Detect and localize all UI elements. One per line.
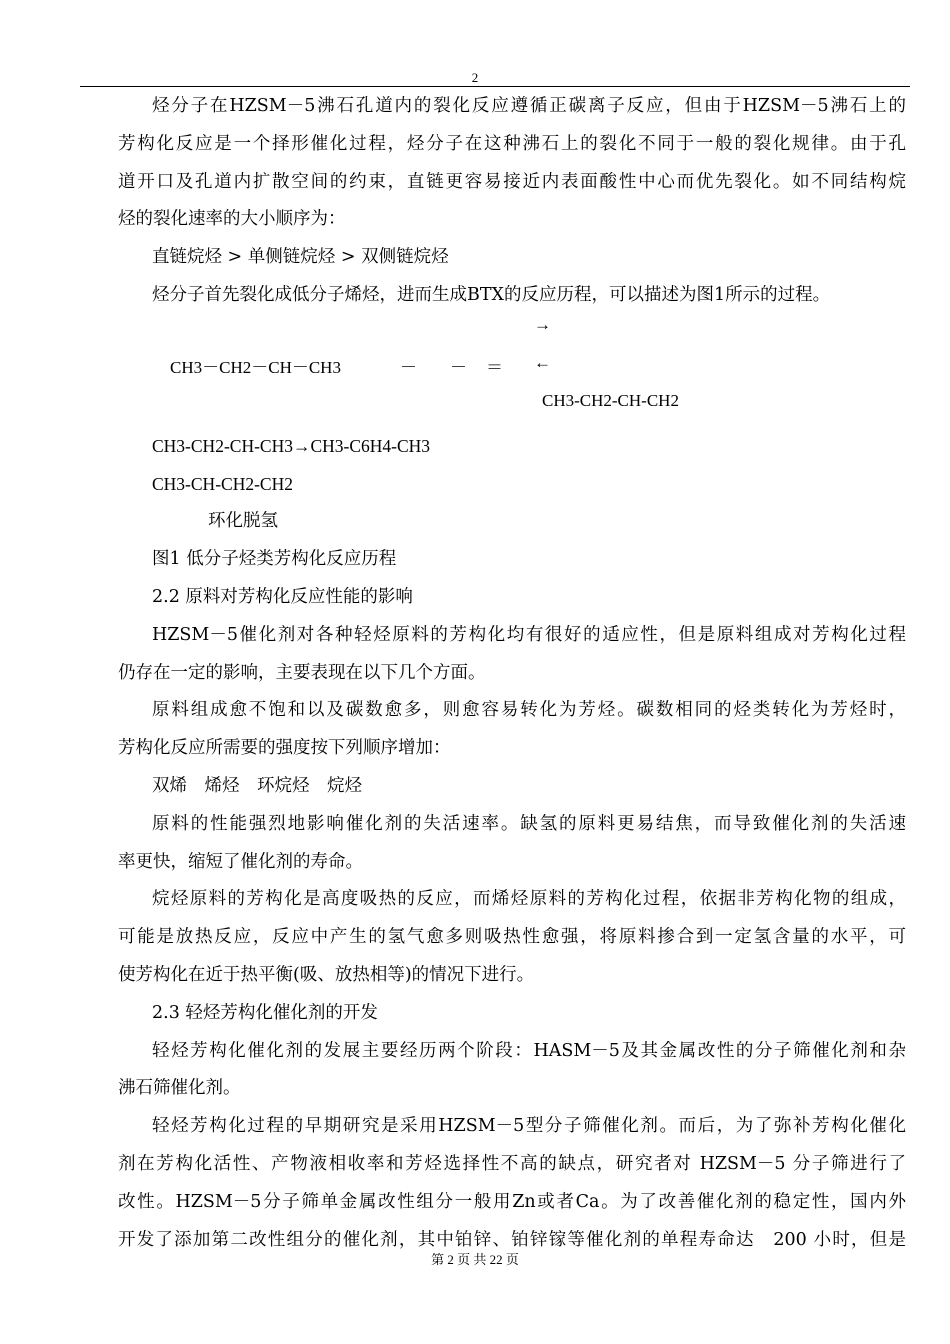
text-line: 烃的裂化速率的大小顺序为： — [118, 209, 346, 230]
right-formula: CH3-CH2-CH-CH2 — [542, 390, 679, 410]
paragraph-cracking — [118, 88, 906, 239]
page-footer: 第 2 页 共 22 页 — [431, 1252, 519, 1267]
text-line: 率更快，缩短了催化剂的寿命。 — [118, 851, 363, 872]
text-line: 剂在芳构化活性、产物液相收率和芳烃选择性不高的缺点，研究者对 HZSM－5 分子筛进行了 — [118, 1153, 906, 1174]
paragraph-adaptability — [118, 617, 906, 693]
paragraph-early-research — [118, 1108, 906, 1259]
text-line: 烷烃原料的芳构化是高度吸热的反应，而烯烃原料的芳构化过程，依据非芳构化物的组成， — [152, 889, 906, 910]
section-heading-2-3: 2.3 轻烃芳构化催化剂的开发 — [152, 1002, 378, 1023]
text-line: 芳构化反应是一个择形催化过程，烃分子在这种沸石上的裂化不同于一般的裂化规律。由于孔 — [118, 133, 906, 154]
figure-caption: 图1 低分子烃类芳构化反应历程 — [152, 549, 397, 570]
paragraph-catalyst-stages — [118, 1033, 906, 1109]
header-rule — [80, 86, 910, 87]
text-line: 原料组成愈不饱和以及碳数愈多，则愈容易转化为芳烃。碳数相同的烃类转化为芳烃时， — [152, 700, 906, 721]
text-line: 仍存在一定的影响，主要表现在以下几个方面。 — [118, 662, 486, 683]
dash-1: － — [400, 357, 417, 377]
text-line: 芳构化反应所需要的强度按下列顺序增加： — [118, 738, 451, 759]
arrow-left: ← — [534, 352, 551, 372]
formula-line-1: CH3-CH2-CH-CH3→CH3-C6H4-CH3 — [152, 435, 431, 456]
paragraph-feed-composition — [118, 692, 906, 768]
text-line: 烃分子在HZSM－5沸石孔道内的裂化反应遵循正碳离子反应，但由于HZSM－5沸石上的 — [152, 96, 906, 116]
paragraph-btx: 烃分子首先裂化成低分子烯烃，进而生成BTX的反应历程，可以描述为图1所示的过程。 — [152, 284, 831, 305]
document-body — [118, 88, 906, 1259]
order-alkanes: 直链烷烃 > 单侧链烷烃 > 双侧链烷烃 — [152, 247, 449, 268]
header-page-number: 2 — [471, 70, 479, 85]
text-line: 改性。HZSM－5分子筛单金属改性组分一般用Zn或者Ca。为了改善催化剂的稳定性，国内外 — [118, 1191, 906, 1212]
text-line: 轻烃芳构化过程的早期研究是采用HZSM－5型分子筛催化剂。而后，为了弥补芳构化催化 — [152, 1116, 906, 1137]
text-line: 使芳构化在近于热平衡(吸、放热相等)的情况下进行。 — [118, 964, 535, 985]
order-hydrocarbons: 双烯 烯烃 环烷烃 烷烃 — [152, 775, 362, 796]
dash-2: － — [450, 357, 467, 377]
text-line: 沸石筛催化剂。 — [118, 1078, 241, 1099]
cyclization-label: 环化脱氢 — [208, 511, 278, 532]
text-line: 开发了添加第二改性组分的催化剂，其中铂锌、铂锌镓等催化剂的单程寿命达 200 小时，但是 — [118, 1229, 906, 1250]
left-formula: CH3－CH2－CH－CH3 — [170, 357, 341, 377]
text-line: 可能是放热反应，反应中产生的氢气愈多则吸热性愈强，将原料掺合到一定氢含量的水平，可 — [118, 927, 906, 948]
arrow-right: → — [534, 314, 551, 334]
formula-line-2: CH3-CH-CH2-CH2 — [152, 473, 293, 494]
paragraph-deactivation — [118, 806, 906, 882]
paragraph-thermal — [118, 881, 906, 994]
text-line: 道开口及孔道内扩散空间的约束，直链更容易接近内表面酸性中心而优先裂化。如不同结构烷 — [118, 171, 906, 192]
reaction-diagram — [118, 315, 906, 428]
text-line: HZSM－5催化剂对各种轻烃原料的芳构化均有很好的适应性，但是原料组成对芳构化过程 — [152, 624, 906, 645]
equals-sign: ＝ — [486, 357, 503, 377]
text-line: 原料的性能强烈地影响催化剂的失活速率。缺氢的原料更易结焦，而导致催化剂的失活速 — [152, 813, 906, 834]
text-line: 轻烃芳构化催化剂的发展主要经历两个阶段：HASM－5及其金属改性的分子筛催化剂和杂 — [152, 1040, 906, 1061]
section-heading-2-2: 2.2 原料对芳构化反应性能的影响 — [152, 586, 413, 607]
